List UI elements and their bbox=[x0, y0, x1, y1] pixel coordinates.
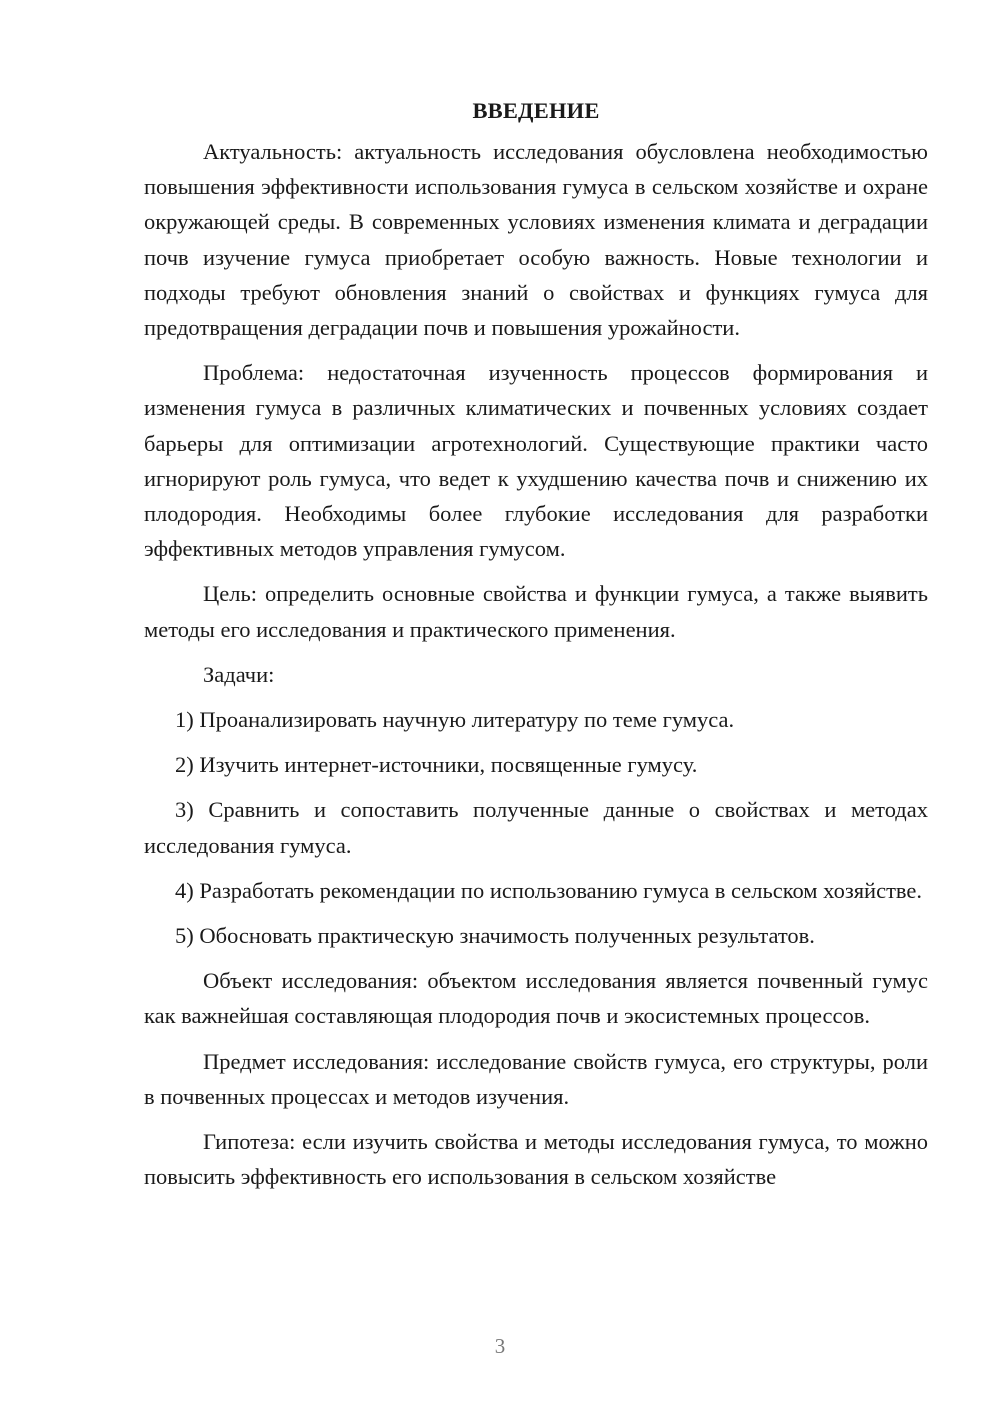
paragraph-relevance: Актуальность: актуальность исследования обусловлена необходимостью повышения эффективности использования гумуса в сельском хозяйстве и охране окружающей среды. В современных условиях изменения климата и деградации почв изучение гумуса приобретает особую важность. Новые технологии и подходы требуют обновления знаний о свойствах и функциях гумуса для предотвращения деградации почв и повышения урожайности. bbox=[144, 139, 928, 341]
paragraph-goal: Цель: определить основные свойства и функции гумуса, а также выявить методы его исследования и практического применения. bbox=[144, 581, 928, 642]
tasks-label: Задачи: bbox=[203, 661, 275, 687]
task-item-3: 3) Сравнить и сопоставить полученные данные о свойствах и методах исследования гумуса. bbox=[144, 797, 928, 858]
paragraph-hypothesis: Гипотеза: если изучить свойства и методы исследования гумуса, то можно повысить эффективность его использования в сельском хозяйстве bbox=[144, 1129, 928, 1190]
task-item-4: 4) Разработать рекомендации по использованию гумуса в сельском хозяйстве. bbox=[175, 877, 923, 903]
task-item-2: 2) Изучить интернет-источники, посвященные гумусу. bbox=[175, 752, 698, 778]
page-number: 3 bbox=[494, 1334, 506, 1358]
section-heading: ВВЕДЕНИЕ bbox=[472, 98, 600, 123]
paragraph-problem: Проблема: недостаточная изученность процессов формирования и изменения гумуса в различных климатических и почвенных условиях создает барьеры для оптимизации агротехнологий. Существующие практики часто игнорируют роль гумуса, что ведет к ухудшению качества почв и снижению их плодородия. Необходимы более глубокие исследования для разработки эффективных методов управления гумусом. bbox=[144, 360, 928, 562]
paragraph-subject: Предмет исследования: исследование свойств гумуса, его структуры, роли в почвенных процессах и методов изучения. bbox=[144, 1048, 928, 1109]
task-item-1: 1) Проанализировать научную литературу по теме гумуса. bbox=[175, 707, 735, 733]
document-page bbox=[144, 92, 928, 1194]
task-item-5: 5) Обосновать практическую значимость полученных результатов. bbox=[175, 923, 815, 949]
paragraph-object: Объект исследования: объектом исследования является почвенный гумус как важнейшая составляющая плодородия почв и экосистемных процессов. bbox=[144, 968, 928, 1029]
